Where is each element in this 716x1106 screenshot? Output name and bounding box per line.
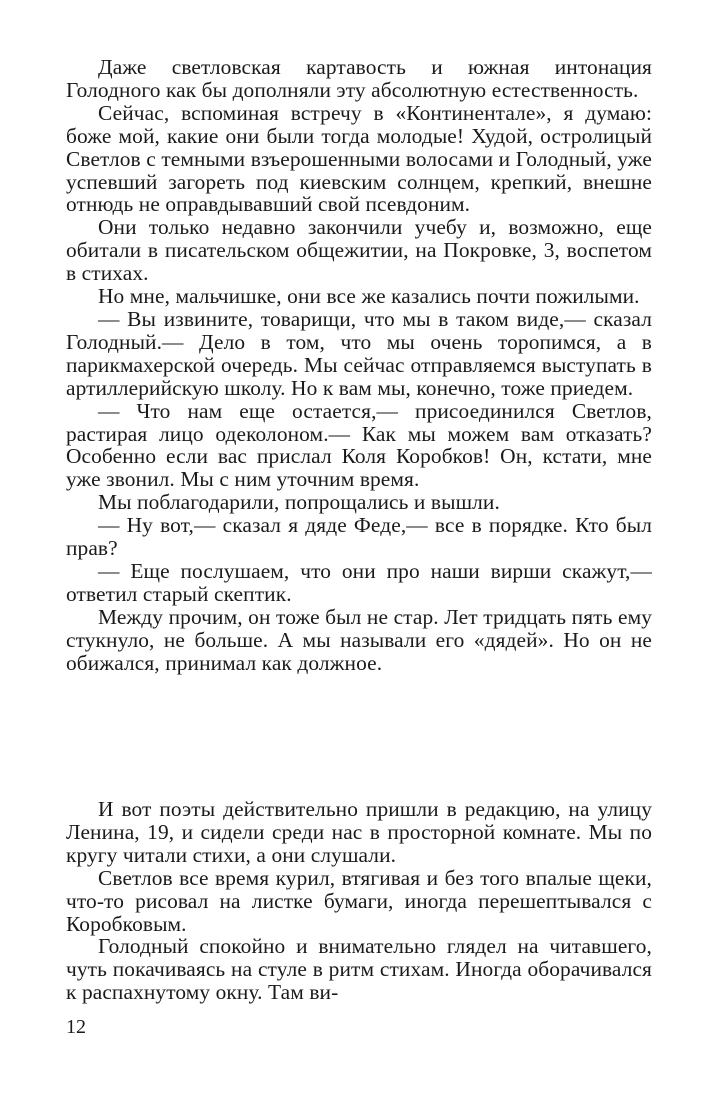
paragraph: Голодный спокойно и внимательно глядел на читавшего, чуть покачиваясь на стуле в ритм стихам. Иногда оборачивался к распахнутому окну. Там ви-: [66, 934, 652, 1005]
paragraph: — Вы извините, товарищи, что мы в таком виде,— сказал Голодный.— Дело в том, что мы очень торопимся, а в парикмахерской очередь. Мы сейчас отправляемся выступать в артиллерийскую школу. Но к вам мы, конечно, тоже приедем.: [66, 306, 652, 400]
paragraph: Даже светловская картавость и южная интонация Голодного как бы дополняли эту абсолютную естественность.: [66, 55, 652, 102]
text-block-top: [66, 56, 652, 674]
paragraph: Но мне, мальчишке, они все же казались почти пожилыми.: [98, 284, 640, 309]
paragraph: — Что нам еще остается,— присоединился Светлов, растирая лицо одеколоном.— Как мы можем вам отказать? Особенно если вас прислал Коля Коробков! Он, кстати, мне уже звонил. Мы с ним уточним время.: [66, 398, 652, 492]
paragraph: Сейчас, вспоминая встречу в «Континентале», я думаю: боже мой, какие они были тогда молодые! Худой, остролицый Светлов с темными взъерошенными волосами и Голодный, уже успевший загореть под киевским солнцем, крепкий, внешне отнюдь не оправдывавший свой псевдоним.: [66, 100, 652, 217]
paragraph: Между прочим, он тоже был не стар. Лет тридцать пять ему стукнуло, не больше. А мы называли его «дядей». Но он не обижался, принимал как должное.: [66, 604, 652, 675]
text-block-bottom: [66, 798, 652, 1004]
paragraph: — Еще послушаем, что они про наши вирши скажут,— ответил старый скептик.: [66, 558, 652, 606]
page-number: 12: [66, 1016, 86, 1038]
paragraph: И вот поэты действительно пришли в редакцию, на улицу Ленина, 19, и сидели среди нас в просторной комнате. Мы по кругу читали стихи, а они слушали.: [66, 797, 652, 867]
paragraph: — Ну вот,— сказал я дяде Феде,— все в порядке. Кто был прав?: [66, 513, 652, 561]
paragraph: Мы поблагодарили, попрощались и вышли.: [98, 490, 500, 515]
paragraph: Светлов все время курил, втягивая и без того впалые щеки, что-то рисовал на листке бумаги, иногда перешептывался с Коробковым.: [66, 865, 652, 936]
paragraph: Они только недавно закончили учебу и, возможно, еще обитали в писательском общежитии, на Покровке, 3, воспетом в стихах.: [66, 215, 652, 286]
